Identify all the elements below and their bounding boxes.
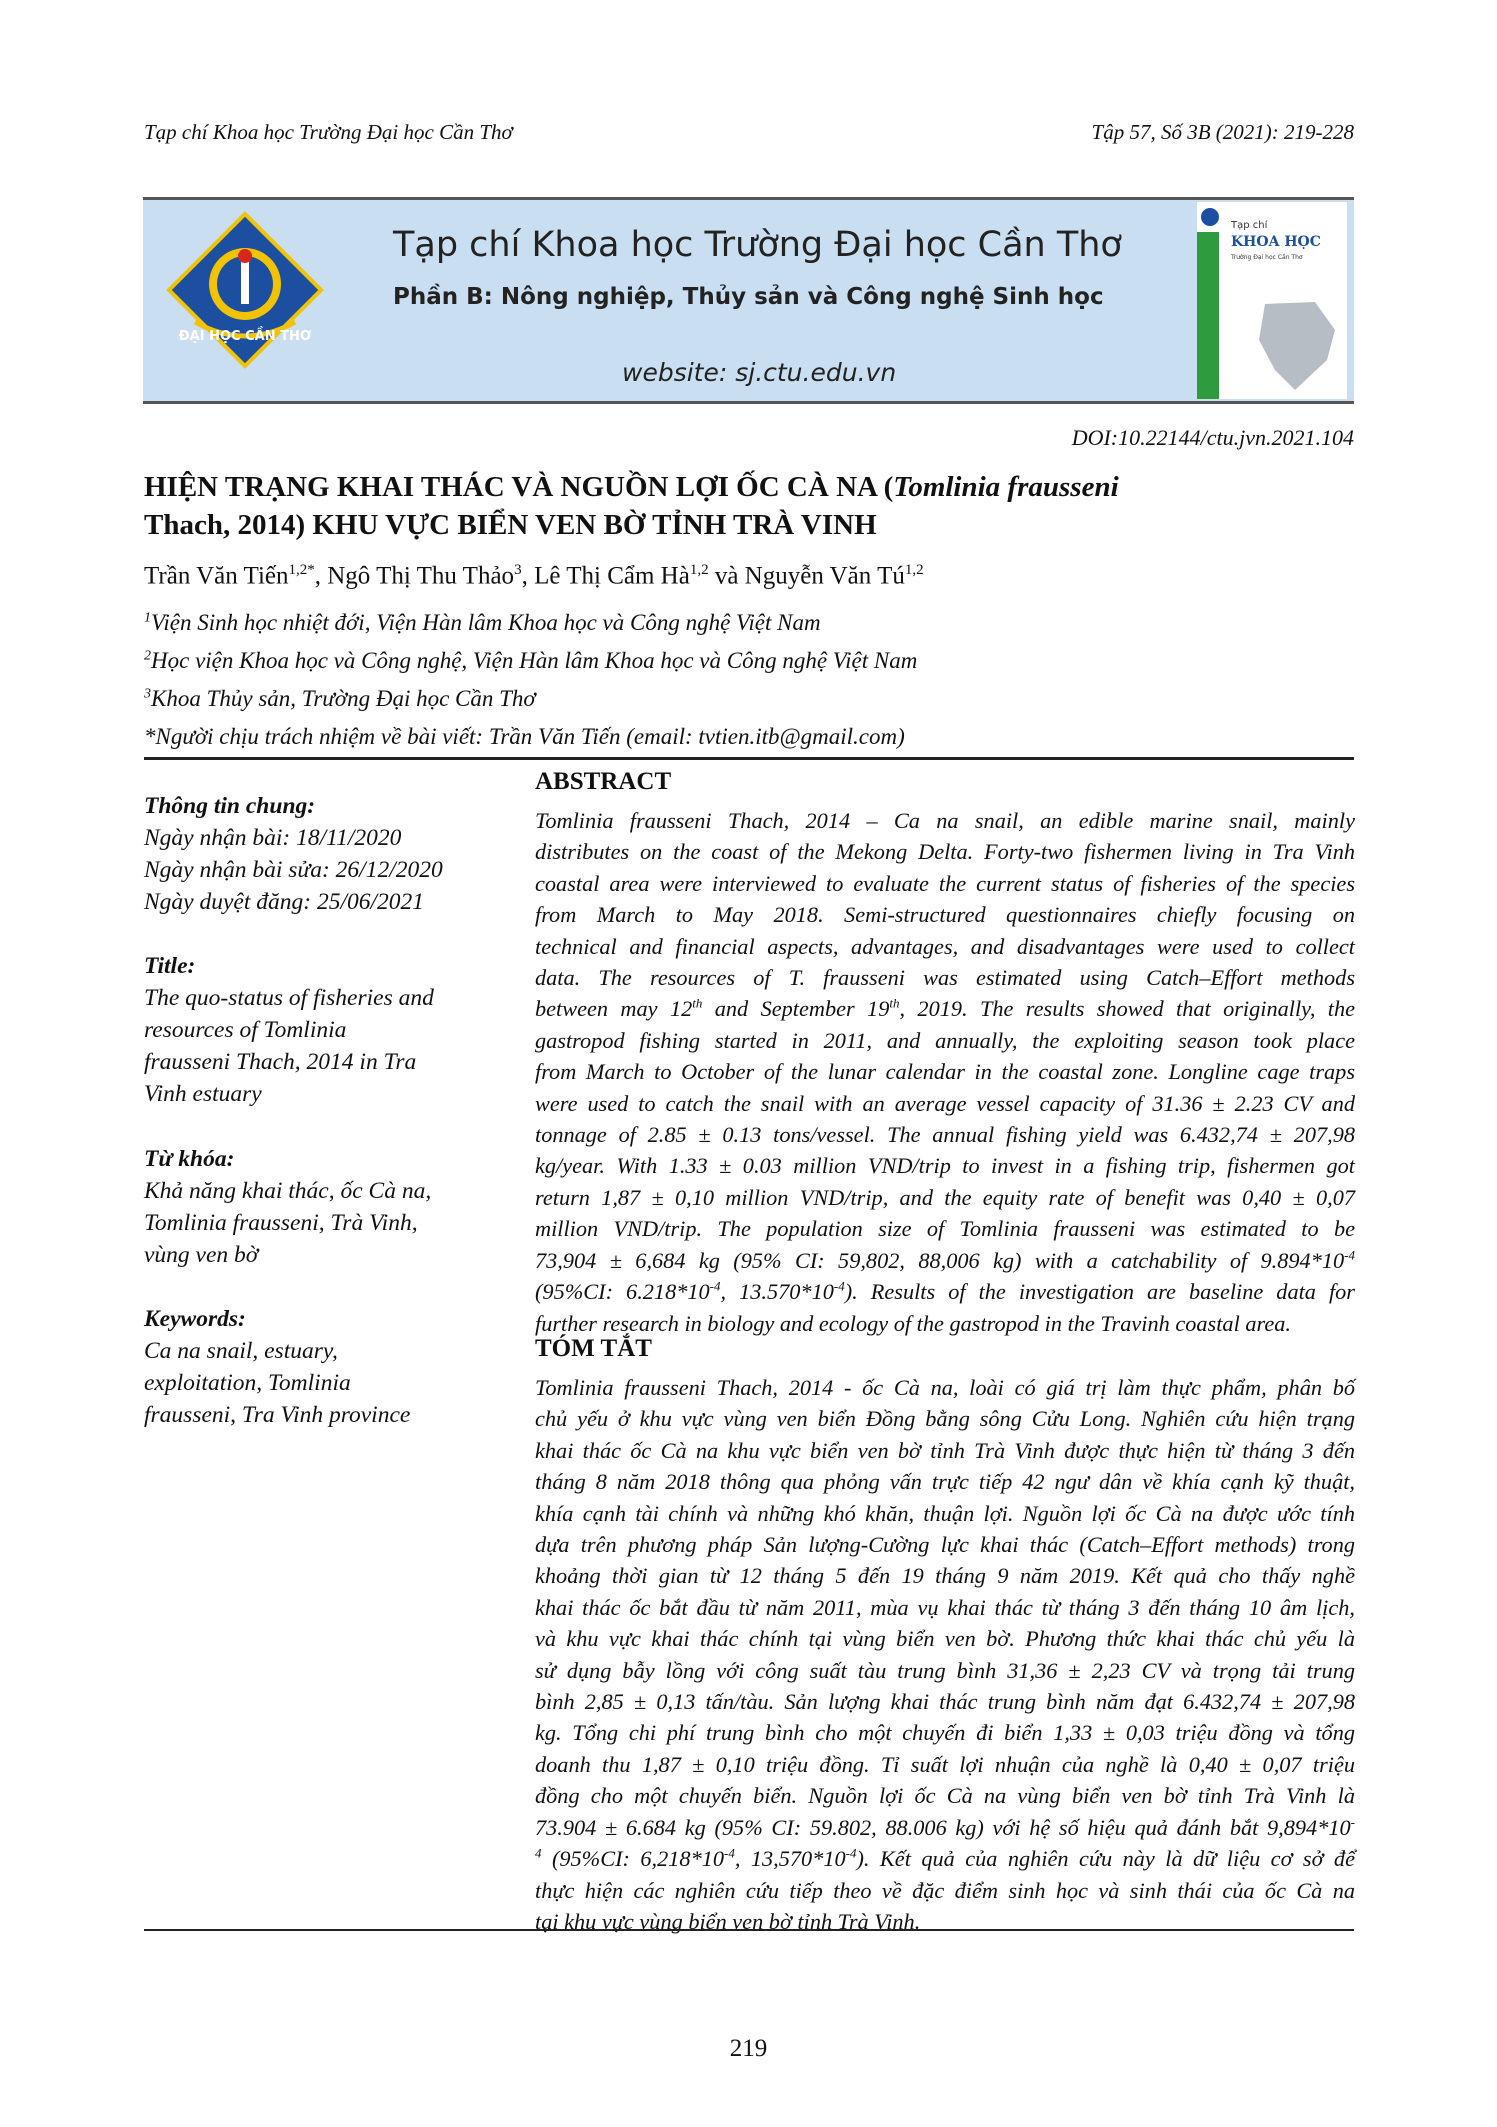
- title-line: resources of Tomlinia: [144, 1017, 347, 1043]
- paragraph-line: chủ yếu ở khu vực vùng ven biển Đồng bằng sông Cửu Long. Nghiên cứu hiện trạng: [535, 1406, 1355, 1432]
- cover-map-graphic: [1255, 300, 1339, 392]
- author-name: Trần Văn Tiến: [144, 562, 289, 590]
- paragraph-line: sử dụng bẫy lồng với công suất tàu trung bình 31,36 ± 2,23 CV và trọng tải trung: [535, 1657, 1355, 1683]
- running-header-left: Tạp chí Khoa học Trường Đại học Cần Thơ: [144, 120, 513, 144]
- cover-label-2: KHOA HỌC: [1231, 234, 1321, 250]
- page-number: 219: [729, 2035, 768, 2062]
- title-heading: Title:: [144, 953, 196, 979]
- logo-text: ĐẠI HỌC CẦN THƠ: [178, 329, 312, 344]
- paragraph-line: khai thác ốc Cà na khu vực biển ven bờ tỉnh Trà Vinh được thực hiện từ tháng 3 đến: [535, 1437, 1355, 1463]
- title-part-1: HIỆN TRẠNG KHAI THÁC VÀ NGUỒN LỢI ỐC CÀ NA (: [144, 471, 894, 503]
- paragraph-line: from March to May 2018. Semi-structured questionnaires chiefly focusing on: [535, 902, 1355, 928]
- title-part-2: Thach, 2014) KHU VỰC BIỂN VEN BỜ TỈNH TRÀ VINH: [144, 509, 877, 541]
- header-rule: [144, 757, 1354, 760]
- paragraph-line: (95%CI: $6.218*10^{-4}$, $13.570*10^{-4}$). Results of the investigation are baseline data for: [535, 1278, 1355, 1305]
- en-keywords-heading: Keywords:: [144, 1306, 246, 1332]
- vi-keywords-heading: Từ khóa:: [144, 1146, 235, 1172]
- paragraph-line: khoảng thời gian từ 12 tháng 5 đến 19 tháng 9 năm 2019. Kết quả cho thấy nghề: [535, 1563, 1355, 1589]
- author-conjunction: và: [708, 562, 745, 590]
- info-heading: Thông tin chung:: [144, 793, 316, 819]
- paragraph-line: 73.904 ± 6.684 kg (95% CI: 59.802, 88.006 kg) với hệ số hiệu quả đánh bắt 9,894*10-: [535, 1814, 1355, 1840]
- sidebar-title: [144, 950, 504, 1110]
- paragraph-line: khía cạnh tài chính và những khó khăn, thuận lợi. Nguồn lợi ốc Cà na được ước tính: [535, 1500, 1355, 1526]
- paragraph-line: 73,904 ± 6,684 kg (95% CI: 59,802, 88,006 kg) with a catchability of $9.894*10^{-4}$: [535, 1247, 1355, 1273]
- author-list: [144, 562, 924, 590]
- title-species: Tomlinia frausseni: [893, 471, 1119, 503]
- paragraph-line: tại khu vực vùng biển ven bờ tỉnh Trà Vinh.: [535, 1908, 921, 1934]
- paragraph-line: between may 12th and September 19th, 2019. The results showed that originally, the: [535, 996, 1355, 1022]
- paragraph-line: khai thác ốc bắt đầu từ năm 2011, mùa vụ khai thác từ tháng 3 đến tháng 10 âm lịch,: [535, 1594, 1355, 1620]
- paragraph-line: dựa trên phương pháp Sản lượng-Cường lực khai thác (Catch–Effort methods) trong: [535, 1532, 1355, 1558]
- keyword-line: frausseni, Tra Vinh province: [144, 1402, 411, 1428]
- footer-rule: [144, 1929, 1354, 1931]
- author-affiliation-mark: 3: [514, 562, 522, 578]
- cover-label-3: Trường Đại học Cần Thơ: [1231, 254, 1303, 261]
- paragraph-line: kg. Tổng chi phí trung bình cho một chuyến đi biển 1,33 ± 0,03 triệu đồng và tổng: [535, 1720, 1355, 1746]
- paragraph-line: $^4$ (95%CI: $6,218*10^{-4}$, $13,570*10^{-4}$). Kết quả của nghiên cứu này là dữ liệu cơ sở để: [535, 1845, 1355, 1872]
- running-header-right: Tập 57, Số 3B (2021): 219-228: [1091, 120, 1354, 144]
- paragraph-line: doanh thu 1,87 ± 0,10 triệu đồng. Tỉ suất lợi nhuận của nghề là 0,40 ± 0,07 triệu: [535, 1751, 1355, 1777]
- paragraph-line: Tomlinia frausseni Thach, 2014 – Ca na snail, an edible marine snail, mainly: [535, 808, 1355, 833]
- revised-date: Ngày nhận bài sửa: 26/12/2020: [144, 857, 443, 883]
- title-line: Vinh estuary: [144, 1081, 262, 1107]
- paragraph-line: thực hiện các nghiên cứu tiếp theo về đặc điểm sinh học và sinh thái của ốc Cà na: [535, 1877, 1355, 1903]
- accepted-date: Ngày duyệt đăng: 25/06/2021: [144, 889, 425, 915]
- keyword-line: vùng ven bờ: [144, 1242, 259, 1268]
- title-line: frausseni Thach, 2014 in Tra: [144, 1049, 417, 1075]
- author-affiliation-mark: 1,2: [689, 562, 709, 578]
- paragraph-line: million VND/trip. The population size of Tomlinia frausseni was estimated to be: [535, 1216, 1355, 1242]
- author-affiliation-mark: 1,2: [904, 562, 924, 578]
- paragraph-line: tháng 8 năm 2018 thông qua phỏng vấn trực tiếp 42 ngư dân về khía cạnh kỹ thuật,: [535, 1469, 1355, 1495]
- paragraph-line: return 1,87 ± 0,10 million VND/trip, and the equity rate of benefit was 0,40 ± 0,07: [535, 1184, 1355, 1210]
- sidebar-en-keywords: [144, 1303, 504, 1431]
- sidebar-vi-keywords: [144, 1143, 504, 1271]
- author-name: Nguyễn Văn Tú: [744, 562, 905, 590]
- paragraph-line: data. The resources of T. frausseni was estimated using Catch–Effort methods: [535, 965, 1355, 991]
- paper-title: [144, 468, 1354, 544]
- banner-title: Tạp chí Khoa học Trường Đại học Cần Thơ: [393, 225, 1122, 265]
- author-separator: ,: [314, 562, 328, 590]
- paragraph-line: và khu vực khai thác chính tại vùng biển ven bờ. Phương thức khai thác chủ yếu là: [535, 1626, 1355, 1652]
- corresponding-author: *Người chịu trách nhiệm về bài viết: Trần Văn Tiến (email: tvtien.itb@gmail.com): [144, 724, 905, 749]
- paragraph-line: gastropod fishing started in 2011, and annually, the exploiting season took place: [535, 1027, 1355, 1053]
- university-logo: [165, 210, 325, 370]
- abstract-heading: ABSTRACT: [535, 768, 672, 795]
- affiliation: $^2$Học viện Khoa học và Công nghệ, Viện Hàn lâm Khoa học và Công nghệ Việt Nam: [144, 648, 918, 673]
- paragraph-line: coastal area were interviewed to evaluate the current status of fisheries of the species: [535, 870, 1355, 896]
- title-line: The quo-status of fisheries and: [144, 985, 434, 1011]
- keyword-line: Tomlinia frausseni, Trà Vinh,: [144, 1210, 418, 1236]
- paragraph-line: đồng cho một chuyến biển. Nguồn lợi ốc Cà na vùng biển ven bờ tỉnh Trà Vinh là: [535, 1783, 1355, 1809]
- cover-label-1: Tạp chí: [1231, 220, 1268, 231]
- tomtat-heading: TÓM TẮT: [535, 1335, 652, 1362]
- paragraph-line: Tomlinia frausseni Thach, 2014 - ốc Cà na, loài có giá trị làm thực phẩm, phân bố: [535, 1375, 1355, 1400]
- author-name: Ngô Thị Thu Thảo: [327, 562, 515, 590]
- paragraph-line: technical and financial aspects, advantages, and disadvantages were used to collect: [535, 933, 1355, 959]
- author-separator: ,: [521, 562, 535, 590]
- journal-cover-thumbnail: [1197, 202, 1347, 399]
- banner-subtitle: Phần B: Nông nghiệp, Thủy sản và Công nghệ Sinh học: [393, 284, 1104, 310]
- cover-logo-icon: [1201, 208, 1219, 226]
- paragraph-line: from March to October of the lunar calendar in the coastal zone. Longline cage traps: [535, 1059, 1355, 1085]
- doi[interactable]: DOI:10.22144/ctu.jvn.2021.104: [1071, 425, 1354, 450]
- paragraph-line: further research in biology and ecology of the gastropod in the Travinh coastal area.: [535, 1310, 1291, 1336]
- sidebar-general-info: [144, 790, 504, 918]
- keyword-line: Khả năng khai thác, ốc Cà na,: [144, 1178, 432, 1204]
- paragraph-line: were used to catch the snail with an average vessel capacity of 31.36 ± 2.23 CV and: [535, 1090, 1355, 1116]
- author-name: Lê Thị Cẩm Hà: [534, 562, 690, 590]
- affiliation: $^1$Viện Sinh học nhiệt đới, Viện Hàn lâm Khoa học và Công nghệ Việt Nam: [144, 610, 821, 635]
- paragraph-line: distributes on the coast of the Mekong Delta. Forty-two fishermen living in Tra Vinh: [535, 839, 1355, 865]
- affiliation: $^3$Khoa Thủy sản, Trường Đại học Cần Thơ: [144, 686, 536, 711]
- paragraph-line: bình 2,85 ± 0,13 tấn/tàu. Sản lượng khai thác trung bình năm đạt 6.432,74 ± 207,98: [535, 1689, 1355, 1715]
- paragraph-line: tonnage of 2.85 ± 0.13 tons/vessel. The annual fishing yield was 6.432,74 ± 207,98: [535, 1122, 1355, 1148]
- received-date: Ngày nhận bài: 18/11/2020: [144, 825, 402, 851]
- paragraph-line: kg/year. With 1.33 ± 0.03 million VND/trip to invest in a fishing trip, fishermen got: [535, 1153, 1355, 1179]
- author-affiliation-mark: 1,2*: [288, 562, 315, 578]
- banner-website[interactable]: website: sj.ctu.edu.vn: [622, 358, 897, 387]
- abstract-body: [535, 805, 1355, 1339]
- tomtat-body: [535, 1372, 1355, 1937]
- keyword-line: exploitation, Tomlinia: [144, 1370, 351, 1396]
- keyword-line: Ca na snail, estuary,: [144, 1338, 338, 1364]
- cover-green-stripe: [1197, 232, 1219, 399]
